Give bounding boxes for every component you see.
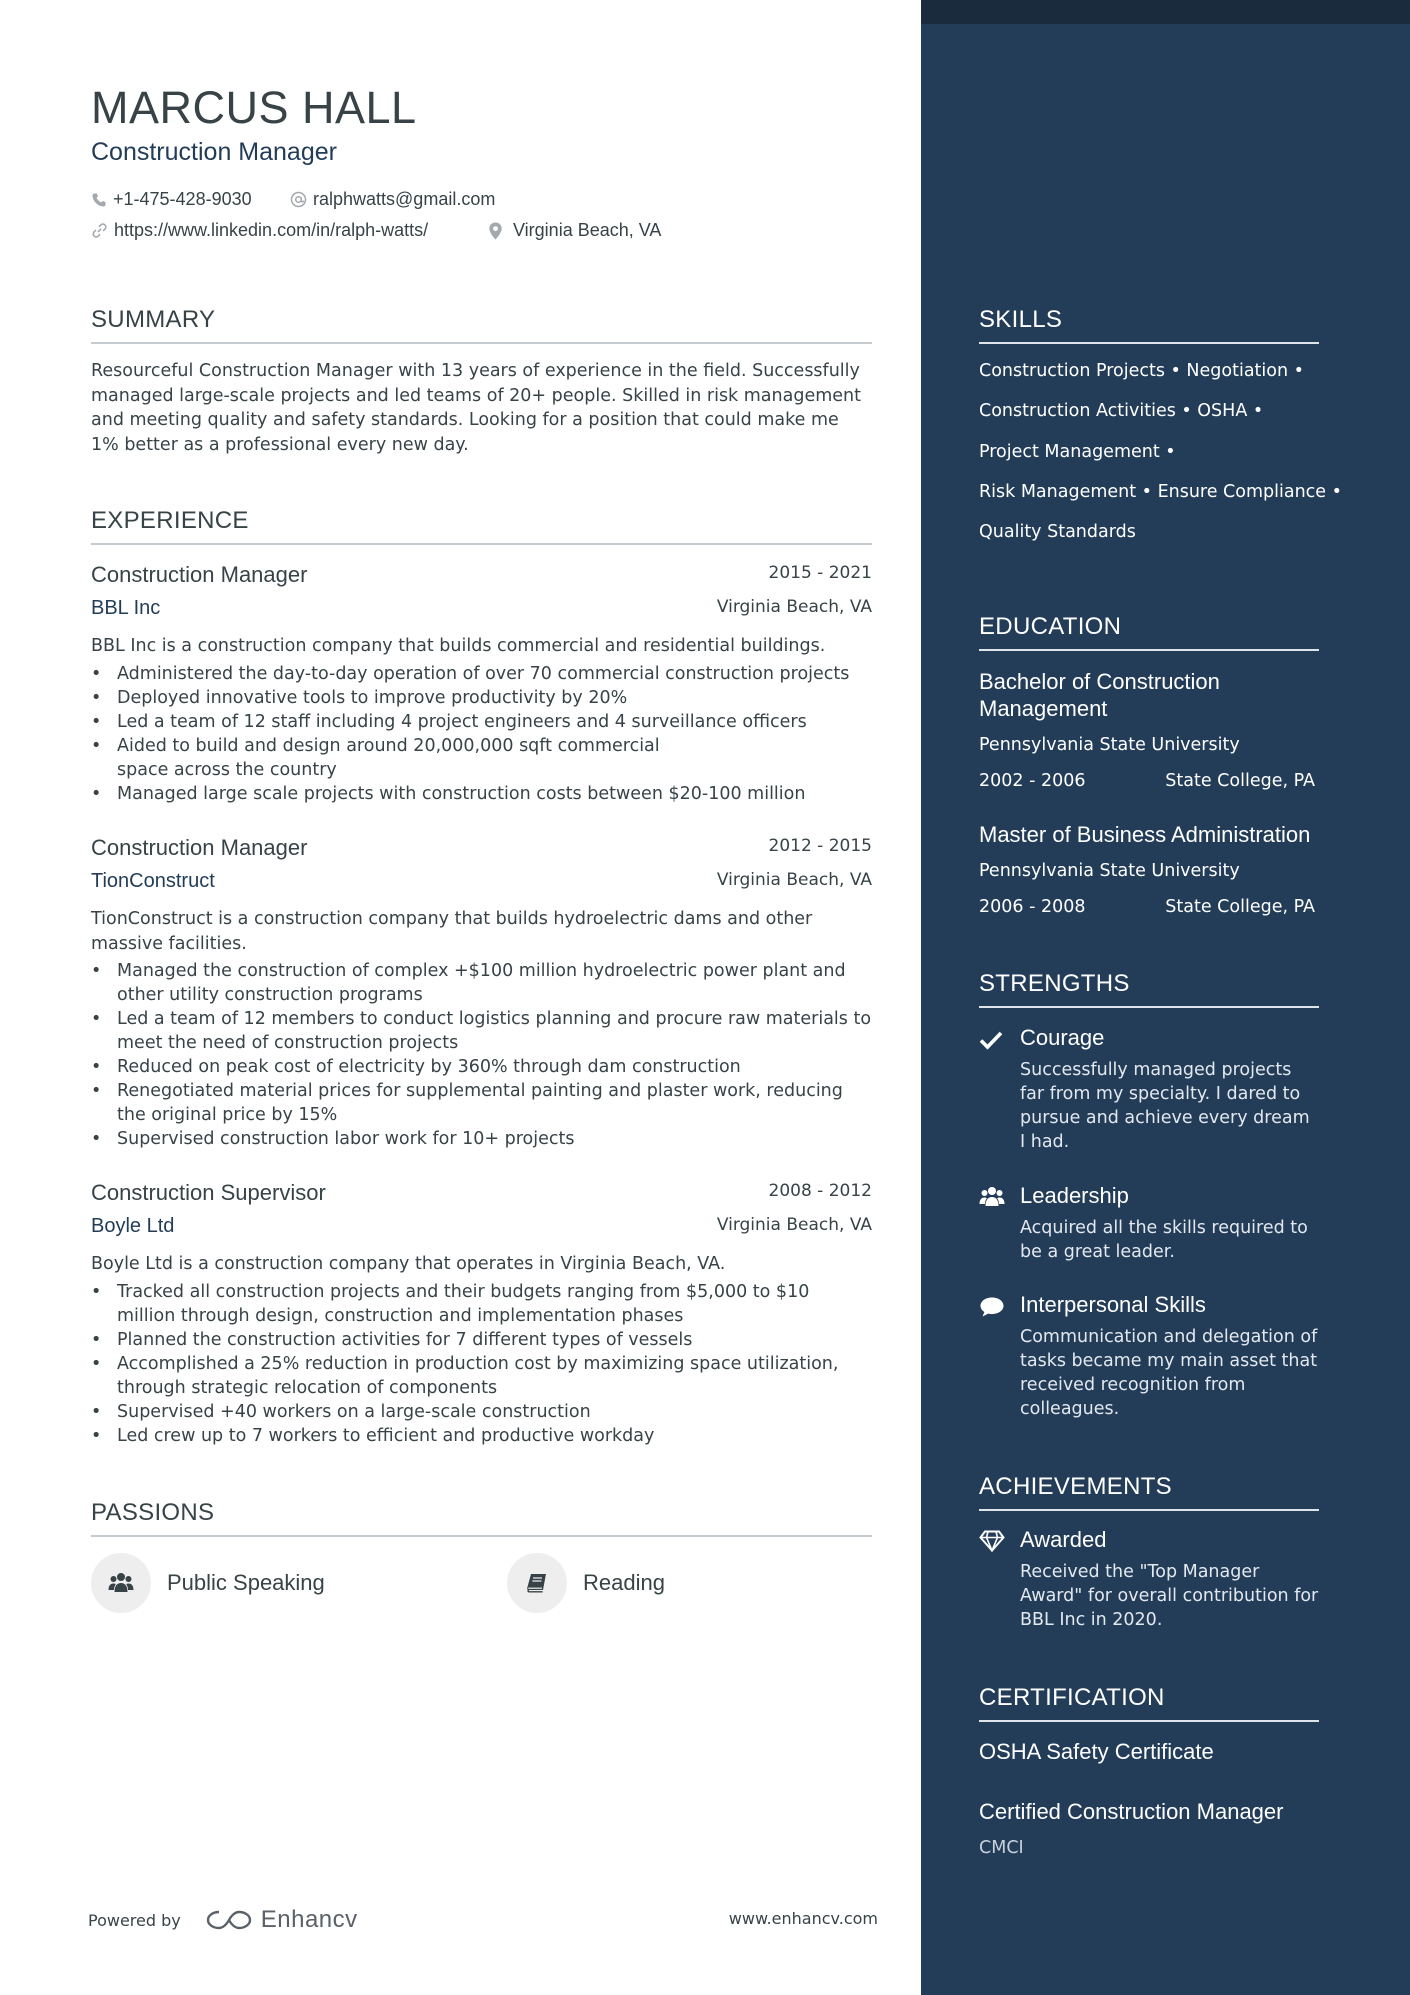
job-bullets (91, 959, 872, 1151)
speech-bubble-icon (979, 1296, 1005, 1318)
location-text: Virginia Beach, VA (513, 220, 662, 240)
education-degree: Bachelor of Construction Management (979, 669, 1220, 721)
skills-line: Quality Standards (979, 522, 1136, 542)
list-item: • Supervised construction labor work for 10+ projects (91, 1127, 872, 1151)
list-item: • Deployed innovative tools to improve productivity by 20% (91, 686, 872, 710)
at-icon (290, 191, 307, 208)
list-item: • Aided to build and design around 20,000,000 sqft commercial space across the country (91, 734, 711, 782)
job-dates: 2012 - 2015 (768, 836, 872, 856)
location-pin-icon (488, 222, 503, 240)
email-text: ralphwatts@gmail.com (313, 189, 496, 209)
users-icon (108, 1572, 134, 1594)
powered-by[interactable] (88, 1906, 358, 1934)
job-description: TionConstruct is a construction company that builds hydroelectric dams and other massive facilities. (91, 909, 813, 954)
education-school: Pennsylvania State University (979, 861, 1240, 881)
experience-section-title: EXPERIENCE (91, 507, 872, 545)
job-dates: 2008 - 2012 (768, 1181, 872, 1201)
achievement-title: Awarded (1020, 1527, 1107, 1552)
candidate-role: Construction Manager (91, 138, 337, 166)
skills-line: Construction Projects • Negotiation • (979, 361, 1304, 381)
strength-description: Acquired all the skills required to be a great leader. (1020, 1218, 1308, 1262)
strengths-section-title: STRENGTHS (979, 970, 1319, 1008)
enhancv-brand: Enhancv (260, 1906, 358, 1933)
passion-item (507, 1553, 665, 1613)
strength-title: Courage (1020, 1025, 1105, 1050)
list-item: • Managed large scale projects with construction costs between $20-100 million (91, 782, 872, 806)
job-location: Virginia Beach, VA (716, 597, 872, 617)
sidebar-top-bar (921, 0, 1410, 24)
list-item: • Administered the day-to-day operation of over 70 commercial construction projects (91, 662, 872, 686)
education-dates: 2006 - 2008 (979, 897, 1086, 917)
list-item: • Accomplished a 25% reduction in production cost by maximizing space utilization, through strategic relocation of components (91, 1352, 872, 1400)
candidate-name: MARCUS HALL (91, 82, 417, 133)
contact-linkedin[interactable] (91, 220, 428, 241)
job-dates: 2015 - 2021 (768, 563, 872, 583)
achievements-section-title: ACHIEVEMENTS (979, 1473, 1319, 1511)
check-icon (979, 1030, 1003, 1050)
diamond-icon (979, 1530, 1005, 1552)
passion-icon-circle (91, 1553, 151, 1613)
passion-label: Public Speaking (167, 1570, 325, 1595)
list-item: • Managed the construction of complex +$100 million hydroelectric power plant and other utility construction programs (91, 959, 872, 1007)
list-item: • Led crew up to 7 workers to efficient and productive workday (91, 1424, 872, 1448)
passion-label: Reading (583, 1570, 665, 1595)
job-company: TionConstruct (91, 870, 215, 892)
strength-title: Leadership (1020, 1183, 1129, 1208)
job-bullets (91, 662, 872, 806)
passion-icon-circle (507, 1553, 567, 1613)
list-item: • Led a team of 12 members to conduct logistics planning and procure raw materials to meet the need of construction projects (91, 1007, 872, 1055)
users-icon (979, 1186, 1005, 1208)
passions-section-title: PASSIONS (91, 1499, 872, 1537)
education-location: State College, PA (1165, 897, 1315, 917)
job-title: Construction Manager (91, 835, 308, 860)
certification-issuer: CMCI (979, 1838, 1024, 1858)
strength-description: Successfully managed projects far from my specialty. I dared to pursue and achieve every dream I had. (1020, 1060, 1310, 1152)
job-title: Construction Supervisor (91, 1180, 326, 1205)
linkedin-text: https://www.linkedin.com/in/ralph-watts/ (114, 220, 429, 240)
enhancv-logo-icon (205, 1908, 253, 1932)
powered-by-label: Powered by (88, 1910, 181, 1930)
education-dates: 2002 - 2006 (979, 771, 1086, 791)
job-description: BBL Inc is a construction company that builds commercial and residential buildings. (91, 636, 826, 656)
summary-text: Resourceful Construction Manager with 13 years of experience in the field. Successfully managed large-scale projects and led teams of 20+ people. Skilled in risk management and meeting quality and safety standards. Looking for a position that could make me 1% better as a professional every new day. (91, 361, 861, 455)
achievement-description: Received the "Top Manager Award" for overall contribution for BBL Inc in 2020. (1020, 1562, 1319, 1630)
passion-item (91, 1553, 325, 1613)
list-item: • Supervised +40 workers on a large-scale construction (91, 1400, 872, 1424)
list-item: • Renegotiated material prices for supplemental painting and plaster work, reducing the original price by 15% (91, 1079, 872, 1127)
job-description: Boyle Ltd is a construction company that operates in Virginia Beach, VA. (91, 1254, 726, 1274)
strength-description: Communication and delegation of tasks became my main asset that received recognition from colleagues. (1020, 1327, 1318, 1419)
skills-line: Project Management • (979, 442, 1176, 462)
education-school: Pennsylvania State University (979, 735, 1240, 755)
certification-title: Certified Construction Manager (979, 1799, 1284, 1824)
job-company: BBL Inc (91, 597, 161, 619)
education-section-title: EDUCATION (979, 613, 1319, 651)
job-location: Virginia Beach, VA (716, 870, 872, 890)
contact-email[interactable] (290, 189, 495, 210)
list-item: • Led a team of 12 staff including 4 project engineers and 4 surveillance officers (91, 710, 872, 734)
book-icon (526, 1573, 548, 1593)
strength-title: Interpersonal Skills (1020, 1292, 1206, 1317)
phone-icon (91, 192, 107, 208)
list-item: • Tracked all construction projects and their budgets ranging from $5,000 to $10 million through design, construction and implementation phases (91, 1280, 872, 1328)
job-company: Boyle Ltd (91, 1215, 175, 1237)
job-bullets (91, 1280, 872, 1448)
education-location: State College, PA (1165, 771, 1315, 791)
certification-section-title: CERTIFICATION (979, 1684, 1319, 1722)
skills-section-title: SKILLS (979, 306, 1319, 344)
footer-url[interactable]: www.enhancv.com (728, 1909, 878, 1928)
summary-section-title: SUMMARY (91, 306, 872, 344)
list-item: • Planned the construction activities for 7 different types of vessels (91, 1328, 872, 1352)
phone-text: +1-475-428-9030 (113, 189, 252, 209)
link-icon (91, 222, 108, 239)
job-location: Virginia Beach, VA (716, 1215, 872, 1235)
list-item: • Reduced on peak cost of electricity by 360% through dam construction (91, 1055, 872, 1079)
job-title: Construction Manager (91, 562, 308, 587)
contact-phone[interactable] (91, 189, 252, 210)
certification-title: OSHA Safety Certificate (979, 1739, 1214, 1764)
education-degree: Master of Business Administration (979, 822, 1311, 847)
skills-line: Risk Management • Ensure Compliance • (979, 482, 1342, 502)
skills-line: Construction Activities • OSHA • (979, 401, 1264, 421)
contact-location (488, 220, 661, 241)
